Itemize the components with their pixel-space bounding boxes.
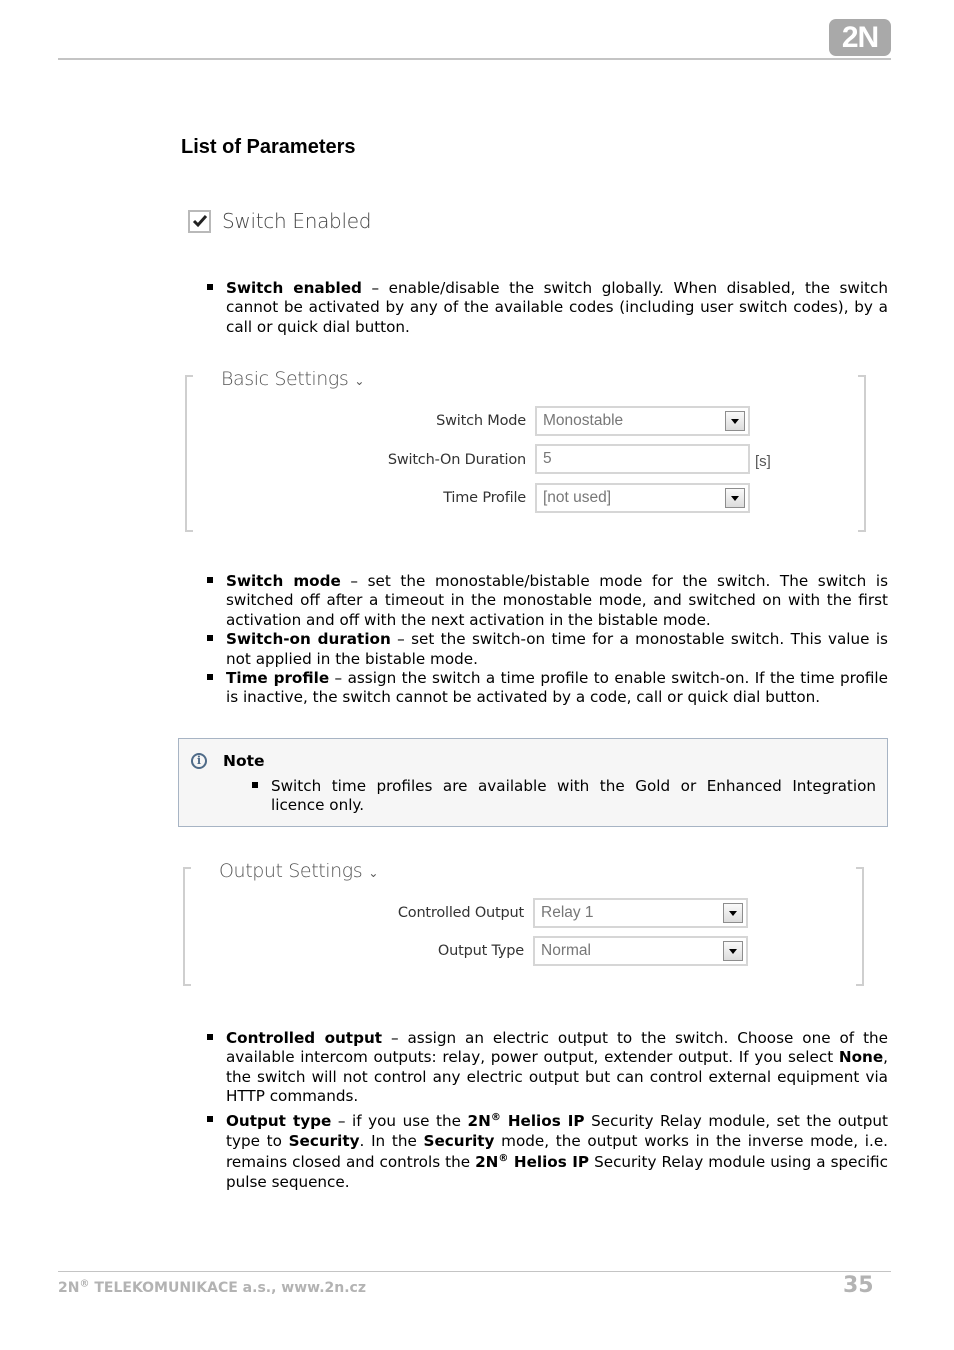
list-item: Controlled output – assign an electric output to the switch. Choose one of the available intercom outputs: relay, power output, extender output. If you select None, the switch will not control any electric output but can control external equipment via HTTP commands.: [226, 1029, 888, 1106]
output-settings-title[interactable]: Output Settings ⌄: [219, 860, 378, 882]
footer-company: 2N® TELEKOMUNIKACE a.s., www.2n.cz: [58, 1278, 366, 1296]
time-profile-select[interactable]: [not used]: [535, 483, 750, 513]
list-item: Switch-on duration – set the switch-on time for a monostable switch. This value is not applied in the bistable mode.: [226, 630, 888, 668]
time-profile-label: Time Profile: [443, 490, 526, 506]
footer-divider: [58, 1271, 891, 1272]
switch-enabled-description: [226, 279, 888, 337]
page-number: 35: [843, 1273, 874, 1298]
dropdown-arrow-icon[interactable]: [725, 411, 745, 431]
list-item: Switch time profiles are available with the Gold or Enhanced Integration licence only.: [271, 777, 876, 815]
page-title: List of Parameters: [181, 136, 356, 158]
controlled-output-select[interactable]: Relay 1: [533, 898, 748, 928]
2n-logo: 2N: [829, 19, 891, 56]
output-type-select[interactable]: Normal: [533, 936, 748, 966]
checkmark-icon: [192, 214, 208, 228]
basic-settings-title[interactable]: Basic Settings ⌄: [221, 368, 365, 390]
output-type-label: Output Type: [437, 943, 524, 959]
chevron-down-icon: ⌄: [354, 374, 365, 388]
duration-unit: [s]: [755, 453, 771, 470]
dropdown-arrow-icon[interactable]: [723, 941, 743, 961]
switch-enabled-checkbox[interactable]: [188, 210, 211, 233]
switch-enabled-label: Switch Enabled: [222, 209, 372, 233]
output-settings-description: [226, 1029, 888, 1193]
list-item: Time profile – assign the switch a time profile to enable switch-on. If the time profile is inactive, the switch cannot be activated by a code, call or quick dial button.: [226, 669, 888, 707]
note-title: Note: [223, 752, 265, 770]
output-settings-panel: [183, 860, 864, 986]
header-divider: [58, 58, 891, 60]
list-item: Output type – if you use the 2N® Helios IP Security Relay module, set the output type to Security. In the Security mode, the output works in the inverse mode, i.e. remains closed and controls the 2N® Helios IP Security Relay module using a specific pulse sequence.: [226, 1111, 888, 1192]
switch-enabled-row: [188, 209, 371, 233]
info-icon: i: [191, 753, 207, 769]
list-item: Switch enabled – enable/disable the switch globally. When disabled, the switch cannot be activated by any of the available codes (including user switch codes), by a call or quick dial button.: [226, 279, 888, 336]
dropdown-arrow-icon[interactable]: [723, 903, 743, 923]
basic-settings-description: [226, 572, 888, 708]
controlled-output-label: Controlled Output: [397, 905, 524, 921]
switch-mode-select[interactable]: Monostable: [535, 406, 750, 436]
list-item: Switch mode – set the monostable/bistable mode for the switch. The switch is switched off after a timeout in the monostable mode, and switched on with the first activation and off with the next activation in the bistable mode.: [226, 572, 889, 629]
switch-mode-label: Switch Mode: [436, 413, 526, 429]
switch-on-duration-label: Switch-On Duration: [387, 452, 526, 468]
switch-on-duration-input[interactable]: 5: [535, 444, 750, 474]
chevron-down-icon: ⌄: [368, 866, 378, 880]
note-box: [178, 738, 888, 827]
dropdown-arrow-icon[interactable]: [725, 488, 745, 508]
basic-settings-panel: [185, 368, 866, 532]
